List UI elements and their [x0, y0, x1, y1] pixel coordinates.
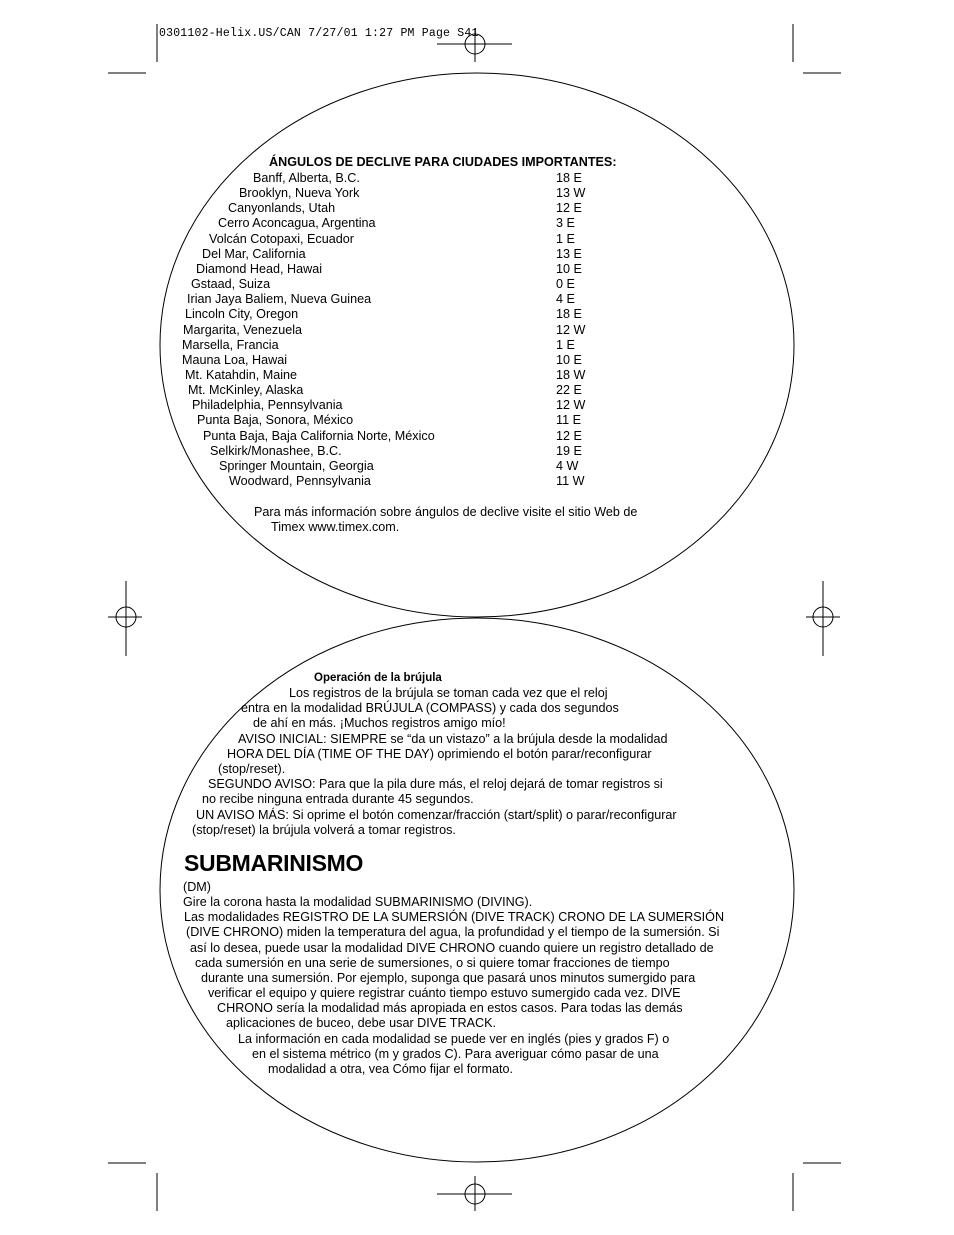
- compass-line: UN AVISO MÁS: Si oprime el botón comenzar/fracción (start/split) o parar/reconfigurar: [196, 807, 677, 822]
- compass-heading: Operación de la brújula: [314, 672, 442, 684]
- declination-heading: ÁNGULOS DE DECLIVE PARA CIUDADES IMPORTANTES:: [269, 155, 617, 169]
- declination-value: 10 E: [556, 352, 582, 367]
- compass-line: Los registros de la brújula se toman cada vez que el reloj: [289, 686, 608, 700]
- declination-value: 11 W: [556, 474, 585, 488]
- declination-city: Punta Baja, Sonora, México: [197, 413, 354, 428]
- declination-city: Woodward, Pennsylvania: [229, 474, 371, 488]
- diving-title: SUBMARINISMO: [184, 850, 364, 876]
- declination-city: Marsella, Francia: [182, 337, 279, 352]
- declination-value: 18 W: [556, 367, 586, 382]
- declination-value: 12 E: [556, 201, 582, 216]
- declination-city: Diamond Head, Hawai: [196, 261, 322, 276]
- declination-value: 4 E: [556, 292, 575, 307]
- declination-city: Mauna Loa, Hawai: [182, 352, 288, 367]
- declination-value: 0 E: [556, 277, 575, 292]
- declination-value: 12 W: [556, 398, 586, 413]
- diving-line: Gire la corona hasta la modalidad SUBMARINISMO (DIVING).: [183, 895, 533, 910]
- compass-line: entra en la modalidad BRÚJULA (COMPASS) y cada dos segundos: [241, 701, 619, 716]
- declination-value: 13 E: [556, 246, 582, 261]
- declination-note-line: Para más información sobre ángulos de declive visite el sitio Web de: [254, 505, 638, 519]
- declination-city: Irian Jaya Baliem, Nueva Guinea: [187, 292, 372, 307]
- print-slug-line: 0301102-Helix.US/CAN 7/27/01 1:27 PM Page S41: [159, 27, 479, 40]
- compass-line: AVISO INICIAL: SIEMPRE se “da un vistazo” a la brújula desde la modalidad: [238, 731, 668, 746]
- declination-city: Springer Mountain, Georgia: [219, 458, 374, 473]
- declination-city: Gstaad, Suiza: [191, 277, 271, 292]
- declination-value: 18 E: [556, 307, 582, 322]
- declination-city: Lincoln City, Oregon: [185, 307, 299, 322]
- declination-value: 1 E: [556, 231, 575, 246]
- compass-line: (stop/reset) la brújula volverá a tomar registros.: [192, 822, 456, 837]
- declination-value: 22 E: [556, 383, 582, 398]
- declination-value: 12 W: [556, 322, 586, 337]
- declination-city: Punta Baja, Baja Cаlifornia Norte, México: [203, 428, 435, 443]
- compass-line: no recibe ninguna entrada durante 45 segundos.: [202, 792, 474, 807]
- declination-value: 3 E: [556, 216, 575, 231]
- diving-line: (DIVE CHRONO) miden la temperatura del agua, la profundidad y el tiempo de la sumersión. Si: [186, 925, 720, 940]
- compass-line: SEGUNDO AVISO: Para que la pila dure más, el reloj dejará de tomar registros si: [208, 777, 663, 792]
- declination-city: Mt. Katahdin, Maine: [185, 367, 298, 382]
- declination-city: Del Mar, California: [202, 246, 306, 261]
- compass-line: HORA DEL DÍA (TIME OF THE DAY) oprimiendo el botón parar/reconfigurar: [227, 746, 652, 761]
- diving-line: durante una sumersión. Por ejemplo, suponga que pasará unos minutos sumergido para: [201, 970, 696, 985]
- diving-line: modalidad a otra, vea Cómo fijar el formato.: [268, 1061, 513, 1076]
- diving-line: en el sistema métrico (m y grados C). Para averiguar cómo pasar de una: [252, 1046, 659, 1061]
- declination-note-line: Timex www.timex.com.: [271, 520, 400, 534]
- declination-city: Volcán Cotopaxi, Ecuador: [209, 231, 354, 246]
- declination-city: Cerro Aconcagua, Argentina: [218, 216, 376, 231]
- declination-value: 11 E: [556, 413, 581, 428]
- declination-city: Mt. McKinley, Alaska: [188, 383, 304, 398]
- diving-line: La información en cada modalidad se puede ver en inglés (pies y grados F) o: [238, 1031, 670, 1046]
- declination-value: 19 E: [556, 443, 582, 458]
- declination-city: Selkirk/Monashee, B.C.: [210, 443, 342, 458]
- compass-line: (stop/reset).: [218, 762, 286, 776]
- declination-value: 1 E: [556, 337, 575, 352]
- diving-line: Las modalidades REGISTRO DE LA SUMERSIÓN (DIVE TRACK) CRONO DE LA SUMERSIÓN: [184, 910, 725, 925]
- diving-line: (DM): [183, 880, 211, 894]
- declination-value: 13 W: [556, 186, 586, 201]
- diving-line: CHRONO sería la modalidad más apropiada en estos casos. Para todas las demás: [217, 1001, 683, 1016]
- diving-line: verificar el equipo y quiere registrar cuánto tiempo estuvo sumergido cada vez. DIVE: [208, 986, 681, 1001]
- compass-line: de ahí en más. ¡Muchos registros amigo mío!: [253, 716, 506, 731]
- diving-line: aplicaciones de buceo, debe usar DIVE TRACK.: [226, 1016, 496, 1031]
- declination-city: Canyonlands, Utah: [228, 201, 336, 216]
- declination-value: 12 E: [556, 428, 582, 443]
- declination-city: Margarita, Venezuela: [183, 322, 303, 337]
- declination-value: 10 E: [556, 261, 582, 276]
- diving-line: así lo desea, puede usar la modalidad DIVE CHRONO cuando quiere un registro detallado de: [190, 940, 714, 955]
- declination-city: Brooklyn, Nueva York: [239, 186, 360, 201]
- declination-value: 18 E: [556, 171, 582, 185]
- declination-city: Banff, Alberta, B.C.: [253, 171, 360, 185]
- declination-city: Philadelphia, Pennsylvania: [192, 398, 343, 413]
- declination-value: 4 W: [556, 458, 579, 473]
- diving-line: cada sumersión en una serie de sumersiones, o si quiere tomar fracciones de tiempo: [195, 955, 670, 970]
